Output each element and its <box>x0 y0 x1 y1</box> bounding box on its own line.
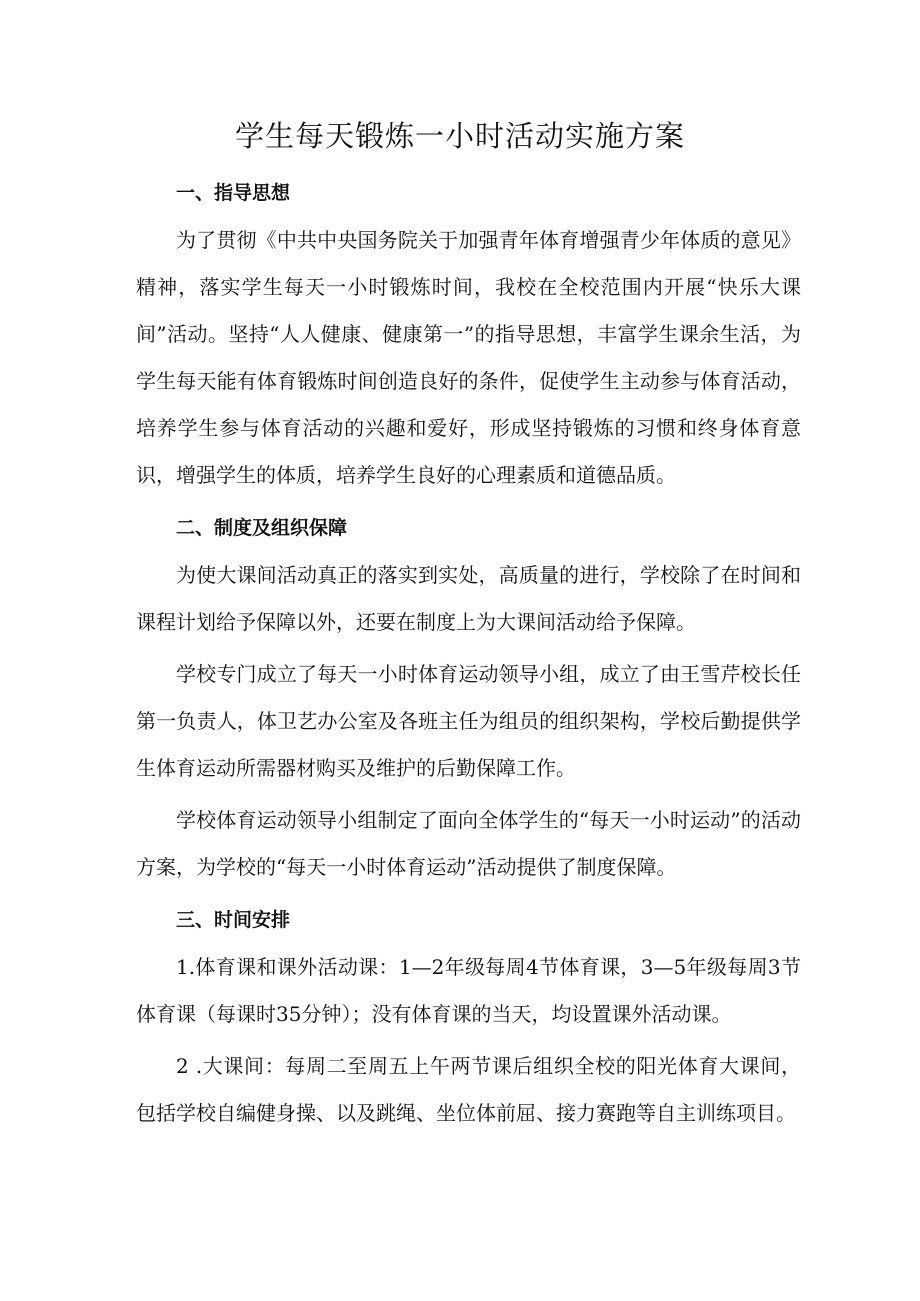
paragraph: 为了贯彻《中共中央国务院关于加强青年体育增强青少年体质的意见》精神，落实学生每天一小时锻炼时间，我校在全校范围内开展“快乐大课间”活动。坚持“人人健康、健康第一”的指导思想，丰富学生课余生活，为学生每天能有体育锻炼时间创造良好的条件，促使学生主动参与体育活动，培养学生参与体育活动的兴趣和爱好，形成坚持锻炼的习惯和终身体育意识，增强学生的体质，培养学生良好的心理素质和道德品质。 <box>136 228 801 487</box>
section-heading: 三、时间安排 <box>176 909 291 931</box>
paragraph: 学校体育运动领导小组制定了面向全体学生的“每天一小时运动”的活动方案，为学校的“每天一小时体育运动”活动提供了制度保障。 <box>136 808 801 879</box>
document-title: 学生每天锻炼一小时活动实施方案 <box>234 119 685 153</box>
section-heading: 二、制度及组织保障 <box>176 517 348 539</box>
paragraph: 学校专门成立了每天一小时体育运动领导小组，成立了由王雪芹校长任第一负责人，体卫艺办公室及各班主任为组员的组织架构，学校后勤提供学生体育运动所需器材购买及维护的后勤保障工作。 <box>136 662 801 780</box>
document-body <box>136 170 801 1142</box>
section-system-organization <box>136 505 801 891</box>
section-guiding-ideology <box>136 170 801 499</box>
paragraph: 1.体育课和课外活动课：1—2年级每周4节体育课，3—5年级每周3节体育课（每课时35分钟）；没有体育课的当天，均设置课外活动课。 <box>136 955 801 1026</box>
paragraph: 为使大课间活动真正的落实到实处，高质量的进行，学校除了在时间和课程计划给予保障以外，还要在制度上为大课间活动给予保障。 <box>136 563 801 634</box>
paragraph: 2 .大课间：每周二至周五上午两节课后组织全校的阳光体育大课间，包括学校自编健身操、以及跳绳、坐位体前屈、接力赛跑等自主训练项目。 <box>136 1054 801 1125</box>
section-heading: 一、指导思想 <box>176 182 291 204</box>
section-time-arrangement <box>136 897 801 1137</box>
